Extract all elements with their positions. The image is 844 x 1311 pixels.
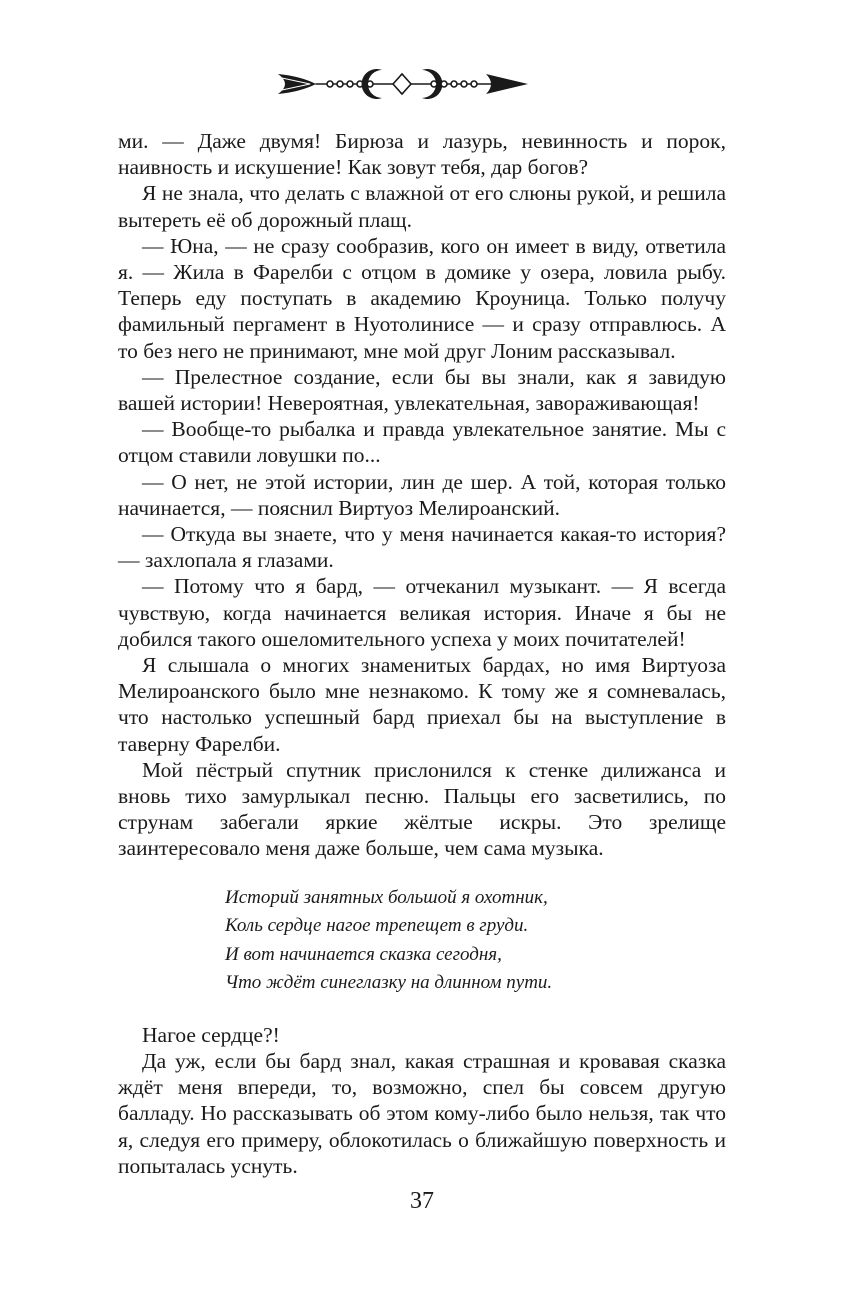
- page-number: 37: [410, 1188, 434, 1214]
- paragraph: ми. — Даже двумя! Бирюза и лазурь, невинность и порок, наивность и искушение! Как зовут тебя, дар богов?: [118, 129, 726, 180]
- arrow-moon-ornament-icon: [270, 62, 534, 106]
- paragraph: Я слышала о многих знаменитых бардах, но имя Виртуоза Мелироанского было мне незнакомо. К тому же я сомневалась, что настолько успешный бард приехал бы на выступление в таверну Фарелби.: [118, 653, 726, 756]
- paragraph: Да уж, если бы бард знал, какая страшная и кровавая сказка ждёт меня впереди, то, возможно, спел бы совсем другую балладу. Но рассказывать об этом кому-либо было нельзя, так что я, следуя его примеру, облокотилась о ближайшую поверхность и попыталась уснуть.: [118, 1048, 726, 1178]
- paragraph: — Вообще-то рыбалка и правда увлекательное занятие. Мы с отцом ставили ловушки по...: [118, 417, 726, 468]
- poem-line: И вот начинается сказка сегодня,: [225, 943, 502, 965]
- poem-line: Коль сердце нагое трепещет в груди.: [225, 915, 529, 937]
- poem-line: Историй занятных большой я охотник,: [225, 886, 548, 908]
- paragraph: Нагое сердце?!: [142, 1022, 280, 1047]
- paragraph: — Прелестное создание, если бы вы знали, как я завидую вашей истории! Невероятная, увлекательная, завораживающая!: [118, 364, 726, 416]
- poem-line: Что ждёт синеглазку на длинном пути.: [225, 972, 553, 994]
- paragraph: — О нет, не этой истории, лин де шер. А той, которая только начинается, — пояснил Виртуоз Мелироанский.: [118, 469, 726, 520]
- paragraph: — Потому что я бард, — отчеканил музыкант. — Я всегда чувствую, когда начинается великая история. Иначе я бы не добился такого ошеломительного успеха у моих почитателей!: [118, 574, 726, 651]
- paragraph: — Юна, — не сразу сообразив, кого он имеет в виду, ответила я. — Жила в Фарелби с отцом в домике у озера, ловила рыбу. Теперь еду поступать в академию Кроуница. Только получу фамильный пергамент в Нуотолинисе — и сразу отправлюсь. А то без него не принимают, мне мой друг Лоним рассказывал.: [118, 233, 726, 363]
- paragraph: — Откуда вы знаете, что у меня начинается какая-то история? — захлопала я глазами.: [118, 522, 726, 573]
- poem: [225, 884, 726, 998]
- paragraph: Я не знала, что делать с влажной от его слюны рукой, и решила вытереть её об дорожный плащ.: [118, 181, 726, 232]
- paragraph: Мой пёстрый спутник прислонился к стенке дилижанса и вновь тихо замурлыкал песню. Пальцы его засветились, по струнам забегали яркие жёлтые искры. Это зрелище заинтересовало меня даже больше, чем сама музыка.: [118, 757, 726, 861]
- body-text: [118, 128, 726, 1179]
